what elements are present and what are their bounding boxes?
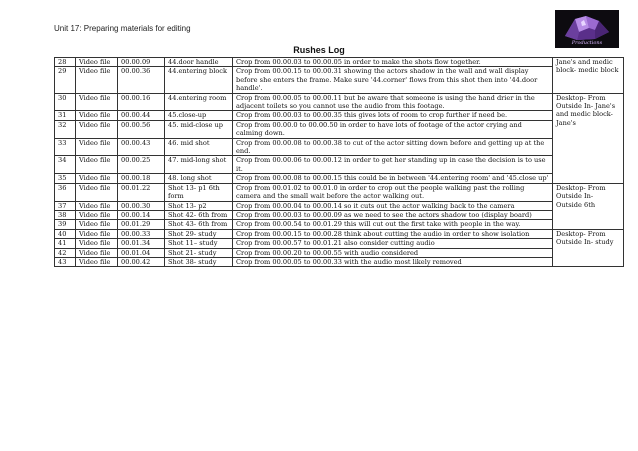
edit-notes: Crop from 00.00.04 to 00.00.14 so it cuts out the actor walking back to the camera	[233, 201, 553, 210]
clip-duration: 00.00.18	[118, 174, 165, 183]
table-row	[55, 58, 624, 67]
edit-notes: Crop from 00.00.0 to 00.00.50 in order to have lots of footage of the actor crying and calming down.	[233, 120, 553, 138]
clip-type: Video file	[76, 138, 118, 156]
edit-notes: Crop from 00.00.06 to 00.00.12 in order to get her standing up in case the decision is to use it.	[233, 156, 553, 174]
clip-type: Video file	[76, 111, 118, 120]
clip-duration: 00.01.29	[118, 220, 165, 229]
clip-number: 31	[55, 111, 76, 120]
clip-duration: 00.00.14	[118, 210, 165, 219]
clip-type: Video file	[76, 220, 118, 229]
clip-number: 38	[55, 210, 76, 219]
table-row	[55, 183, 624, 201]
table-row	[55, 248, 624, 257]
clip-number: 29	[55, 67, 76, 93]
clip-duration: 00.00.44	[118, 111, 165, 120]
clip-type: Video file	[76, 58, 118, 67]
document-title: Rushes Log	[293, 45, 345, 55]
edit-notes: Crop from 00.00.03 to 00.00.05 in order to make the shots flow together.	[233, 58, 553, 67]
shot-name: 44.entering block	[165, 67, 233, 93]
clip-number: 42	[55, 248, 76, 257]
clip-duration: 00.00.16	[118, 93, 165, 111]
edit-notes: Crop from 00.01.02 to 00.01.0 in order to crop out the people walking past the rolling camera and the small wait before the actor walking out.	[233, 183, 553, 201]
clip-number: 33	[55, 138, 76, 156]
clip-type: Video file	[76, 229, 118, 238]
edit-notes: Crop from 00.00.20 to 00.00.55 with audio considered	[233, 248, 553, 257]
clip-number: 34	[55, 156, 76, 174]
clip-type: Video file	[76, 120, 118, 138]
shot-name: Shot 38- study	[165, 257, 233, 266]
clip-duration: 00.00.09	[118, 58, 165, 67]
shot-name: Shot 29- study	[165, 229, 233, 238]
location-cell: Desktop- From Outside In- Outside 6th	[553, 183, 624, 229]
clip-duration: 00.00.30	[118, 201, 165, 210]
clip-type: Video file	[76, 210, 118, 219]
clip-number: 43	[55, 257, 76, 266]
logo-caption: Productions	[571, 40, 603, 46]
table-row	[55, 229, 624, 238]
clip-duration: 00.00.36	[118, 67, 165, 93]
clip-type: Video file	[76, 257, 118, 266]
clip-type: Video file	[76, 248, 118, 257]
edit-notes: Crop from 00.00.08 to 00.00.15 this could be in between '44.entering room' and '45.close up'	[233, 174, 553, 183]
table-row	[55, 67, 624, 93]
shot-name: Shot 13- p2	[165, 201, 233, 210]
clip-type: Video file	[76, 239, 118, 248]
edit-notes: Crop from 00.00.05 to 00.00.11 but be aware that someone is using the hand drier in the adjacent toilets so you cannot use the audio from this footage.	[233, 93, 553, 111]
edit-notes: Crop from 00.00.03 to 00.00.09 as we need to see the actors shadow too (display board)	[233, 210, 553, 219]
table-row	[55, 93, 624, 111]
clip-duration: 00.00.25	[118, 156, 165, 174]
table-row	[55, 120, 624, 138]
clip-number: 41	[55, 239, 76, 248]
edit-notes: Crop from 00.00.15 to 00.00.31 showing the actors shadow in the wall and wall display before she enters the frame. Make sure '44.corner' flows from this shot then into '44.door handle'.	[233, 67, 553, 93]
clip-number: 30	[55, 93, 76, 111]
shot-name: Shot 21- study	[165, 248, 233, 257]
shot-name: 44.door handle	[165, 58, 233, 67]
clip-number: 37	[55, 201, 76, 210]
clip-type: Video file	[76, 156, 118, 174]
table-row	[55, 201, 624, 210]
clip-number: 35	[55, 174, 76, 183]
shot-name: Shot 11– study	[165, 239, 233, 248]
shot-name: 44.entering room	[165, 93, 233, 111]
clip-duration: 00.00.42	[118, 257, 165, 266]
clip-duration: 00.01.34	[118, 239, 165, 248]
table-row	[55, 174, 624, 183]
table-row	[55, 156, 624, 174]
table-row	[55, 111, 624, 120]
edit-notes: Crop from 00.00.08 to 00.00.38 to cut of the actor sitting down before and getting up at the end.	[233, 138, 553, 156]
table-row	[55, 220, 624, 229]
shot-name: 45.close-up	[165, 111, 233, 120]
table-row	[55, 138, 624, 156]
clip-number: 32	[55, 120, 76, 138]
table-row	[55, 239, 624, 248]
clip-duration: 00.00.43	[118, 138, 165, 156]
clip-duration: 00.00.33	[118, 229, 165, 238]
location-cell: Desktop- From Outside In- study	[553, 229, 624, 267]
clip-number: 40	[55, 229, 76, 238]
shot-name: Shot 42- 6th from	[165, 210, 233, 219]
shot-name: Shot 43- 6th from	[165, 220, 233, 229]
unit-title: Unit 17: Preparing materials for editing	[54, 24, 191, 33]
clip-type: Video file	[76, 93, 118, 111]
clip-duration: 00.00.56	[118, 120, 165, 138]
table-row	[55, 257, 624, 266]
clip-number: 36	[55, 183, 76, 201]
location-cell: Jane's and medic block- medic block	[553, 58, 624, 94]
clip-type: Video file	[76, 67, 118, 93]
edit-notes: Crop from 00.00.15 to 00.00.28 think about cutting the audio in order to show isolation	[233, 229, 553, 238]
rushes-log-table	[54, 57, 624, 267]
edit-notes: Crop from 00.00.57 to 00.01.21 also consider cutting audio	[233, 239, 553, 248]
clip-duration: 00.01.22	[118, 183, 165, 201]
edit-notes: Crop from 00.00.05 to 00.00.33 with the audio most likely removed	[233, 257, 553, 266]
shot-name: Shot 13- p1 6th form	[165, 183, 233, 201]
shot-name: 47. mid-long shot	[165, 156, 233, 174]
edit-notes: Crop from 00.00.03 to 00.00.35 this gives lots of room to crop further if need be.	[233, 111, 553, 120]
clip-duration: 00.01.04	[118, 248, 165, 257]
shot-name: 45. mid-close up	[165, 120, 233, 138]
clip-number: 28	[55, 58, 76, 67]
shot-name: 46. mid shot	[165, 138, 233, 156]
location-cell: Desktop- From Outside In- Jane's and medic block- Jane's	[553, 93, 624, 183]
clip-type: Video file	[76, 174, 118, 183]
logo	[555, 10, 619, 48]
shot-name: 48. long shot	[165, 174, 233, 183]
clip-type: Video file	[76, 201, 118, 210]
clip-number: 39	[55, 220, 76, 229]
edit-notes: Crop from 00.00.54 to 00.01.29 this will cut out the first take with people in the way.	[233, 220, 553, 229]
clip-type: Video file	[76, 183, 118, 201]
table-row	[55, 210, 624, 219]
